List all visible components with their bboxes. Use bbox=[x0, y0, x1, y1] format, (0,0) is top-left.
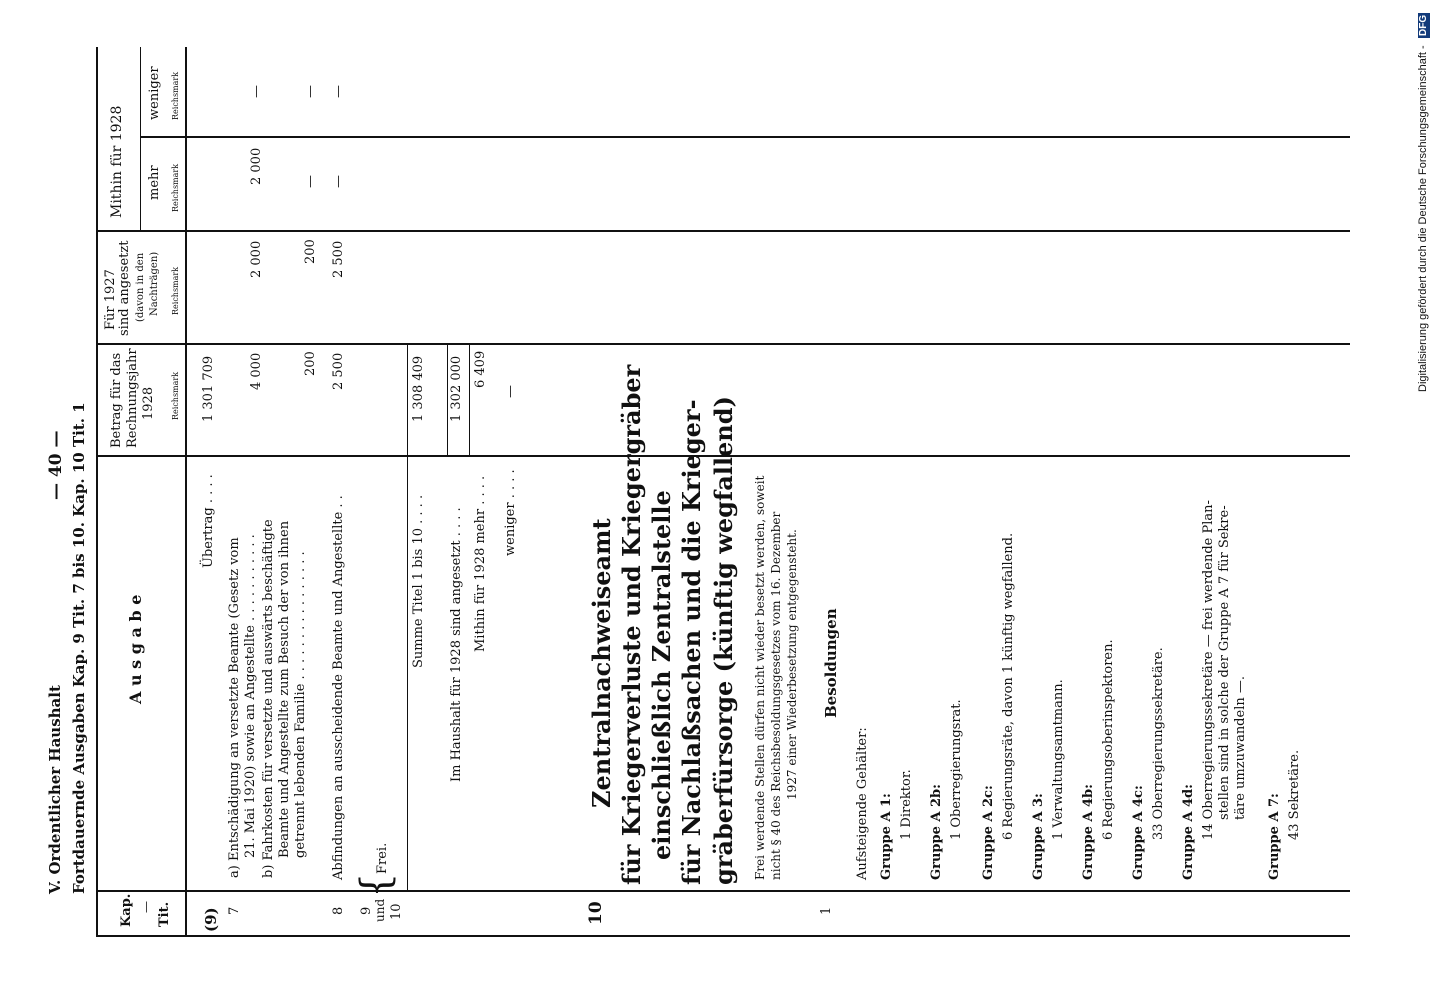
kap-10-title-2: für Kriegerverluste und Kriegergräber bbox=[617, 364, 646, 885]
salary-group-line: 6 Regierungsoberinspektoren. bbox=[1101, 639, 1116, 840]
header-1927-3: (davon in den bbox=[135, 252, 146, 322]
row-7b-weniger: — bbox=[303, 85, 318, 98]
sum-rule-3 bbox=[469, 343, 470, 455]
salary-group-label: Gruppe A 3: bbox=[1031, 793, 1046, 880]
kap-10-number: 10 bbox=[586, 901, 606, 925]
row-8-1927: 2 500 bbox=[331, 240, 346, 278]
kap-10-title-4: für Nachlaßsachen und die Krieger- bbox=[677, 399, 706, 885]
row-7a-line1: a) Entschädigung an versetzte Beamte (Gesetz vom bbox=[227, 537, 242, 878]
salary-group-line: 43 Sekretäre. bbox=[1287, 749, 1302, 840]
haushalt-betrag: 1 302 000 bbox=[449, 355, 464, 422]
header-betrag-3: 1928 bbox=[141, 386, 156, 420]
header-betrag-1: Betrag für das bbox=[109, 352, 124, 448]
tit-und: und bbox=[373, 898, 387, 922]
salary-group-line: täre umzuwandeln —. bbox=[1233, 676, 1248, 820]
header-weniger-unit: Reichsmark bbox=[171, 71, 180, 120]
row-7a-line2: 21. Mai 1920) sowie an Angestellte . . . . . . . . . . . bbox=[243, 534, 258, 858]
header-betrag-unit: Reichsmark bbox=[171, 371, 180, 420]
row-8-mehr: — bbox=[331, 175, 346, 188]
mithin-mehr-label: Mithin für 1928 mehr . . . . bbox=[473, 475, 488, 652]
dfg-logo: DFG bbox=[1418, 14, 1429, 36]
sum-rule-2 bbox=[447, 343, 448, 455]
table-rule-left bbox=[96, 47, 98, 937]
mithin-mehr-betrag: 6 409 bbox=[473, 350, 488, 388]
header-1927-4: Nachträgen) bbox=[149, 251, 160, 316]
header-1927-unit: Reichsmark bbox=[171, 266, 180, 315]
row-7b-mehr: — bbox=[303, 175, 318, 188]
salary-group-line: 14 Oberregierungssekretäre — frei werdende Plan- bbox=[1201, 500, 1216, 840]
tit-9-number: 9 bbox=[359, 906, 374, 915]
header-kap-dash: — bbox=[139, 901, 153, 913]
frei-rule bbox=[407, 455, 408, 890]
header-ausgabe: A u s g a b e bbox=[126, 594, 145, 704]
tit-10-number: 10 bbox=[389, 903, 404, 920]
row-7a-betrag: 4 000 bbox=[249, 352, 264, 390]
row-8-weniger: — bbox=[331, 85, 346, 98]
row-7b-1927: 200 bbox=[303, 239, 318, 264]
salary-group-line: stellen sind in solche der Gruppe A 7 für Sekre- bbox=[1217, 505, 1232, 820]
kap-10-note-3: 1927 einer Wiederbesetzung entgegensteht. bbox=[785, 529, 799, 800]
header-weniger: weniger bbox=[147, 66, 162, 120]
header-rule-mithin bbox=[140, 47, 141, 231]
column-rule-weniger bbox=[140, 136, 1350, 138]
page-number: — 40 — bbox=[46, 430, 66, 500]
row-7b-line3: getrennt lebenden Familie . . . . . . . . . . . . . . . . bbox=[293, 551, 308, 858]
kap-10-title-5: gräberfürsorge (künftig wegfallend) bbox=[709, 396, 738, 885]
summe-label: Summe Titel 1 bis 10 . . . . bbox=[411, 494, 426, 668]
salary-group-line: 1 Direktor. bbox=[899, 769, 914, 840]
mithin-weniger-betrag: — bbox=[503, 385, 518, 398]
header-kap: Kap. bbox=[119, 893, 134, 927]
salary-group-label: Gruppe A 1: bbox=[879, 793, 894, 880]
uebertrag-label: Übertrag . . . . bbox=[201, 474, 216, 568]
header-1927-2: sind angesetzt bbox=[117, 240, 132, 336]
column-rule-1927 bbox=[96, 343, 1350, 345]
section-title: V. Ordentlicher Haushalt bbox=[46, 685, 64, 894]
header-mithin: Mithin für 1928 bbox=[109, 105, 125, 218]
row-7b-line1: b) Fahrkosten für versetzte und auswärts beschäftigte bbox=[261, 519, 276, 878]
salary-group-label: Gruppe A 2c: bbox=[981, 785, 996, 880]
header-betrag-2: Rechnungsjahr bbox=[125, 348, 140, 448]
column-rule-kap bbox=[96, 890, 1350, 892]
kap-10-title-3: einschließlich Zentralstelle bbox=[647, 490, 676, 860]
aufsteigende-gehaelter: Aufsteigende Gehälter: bbox=[855, 727, 870, 880]
salary-group-line: 6 Regierungsräte, davon 1 künftig wegfallend. bbox=[1001, 532, 1016, 840]
salary-group-line: 1 Oberregierungsrat. bbox=[949, 699, 964, 840]
row-7a-mehr: 2 000 bbox=[249, 147, 264, 185]
summe-betrag: 1 308 409 bbox=[411, 355, 426, 422]
dfg-funding-note: Digitalisierung gefördert durch die Deutsche Forschungsgemeinschaft - bbox=[1417, 45, 1429, 392]
header-tit: Tit. bbox=[157, 901, 172, 927]
tit-8-number: 8 bbox=[331, 906, 346, 915]
sum-rule-vertical bbox=[407, 343, 408, 455]
row-7b-betrag: 200 bbox=[303, 351, 318, 376]
row-7a-weniger: — bbox=[249, 85, 264, 98]
row-7a-1927: 2 000 bbox=[249, 240, 264, 278]
kap-9-number: (9) bbox=[202, 907, 220, 932]
besoldungen-heading: Besoldungen bbox=[822, 608, 840, 718]
tit-7-number: 7 bbox=[227, 906, 242, 915]
column-rule-mehr bbox=[96, 230, 1350, 232]
table-rule-header bbox=[185, 47, 187, 937]
haushalt-label: Im Haushalt für 1928 sind angesetzt . . . . bbox=[449, 507, 464, 782]
kap-10-note-2: nicht § 40 des Reichsbesoldungsgesetzes vom 16. Dezember bbox=[769, 511, 783, 880]
page-subtitle: Fortdauernde Ausgaben Kap. 9 Tit. 7 bis 10. Kap. 10 Tit. 1 bbox=[70, 402, 88, 894]
frei-brace: { bbox=[353, 872, 399, 898]
row-8-betrag: 2 500 bbox=[331, 352, 346, 390]
kap-10-note-1: Frei werdende Stellen dürfen nicht wieder besetzt werden, soweit bbox=[753, 475, 767, 880]
row-8-label: Abfindungen an ausscheidende Beamte und Angestellte . . bbox=[331, 495, 346, 880]
frei-label: Frei. bbox=[375, 842, 390, 874]
kap-10-title-1: Zentralnachweiseamt bbox=[587, 518, 616, 808]
salary-group-label: Gruppe A 4c: bbox=[1131, 785, 1146, 880]
salary-group-label: Gruppe A 4b: bbox=[1081, 784, 1096, 880]
mithin-weniger-label: weniger . . . . bbox=[503, 469, 518, 556]
header-mehr-unit: Reichsmark bbox=[171, 163, 180, 212]
salary-group-line: 33 Oberregierungssekretäre. bbox=[1151, 647, 1166, 840]
row-7b-line2: Beamte und Angestellte zum Besuch der von ihnen bbox=[277, 520, 292, 858]
kap-10-tit-1: 1 bbox=[819, 906, 834, 915]
uebertrag-betrag: 1 301 709 bbox=[201, 355, 216, 422]
header-1927-1: Für 1927 bbox=[103, 269, 118, 330]
salary-group-line: 1 Verwaltungsamtmann. bbox=[1051, 679, 1066, 840]
salary-group-label: Gruppe A 4d: bbox=[1181, 784, 1196, 880]
header-mehr: mehr bbox=[147, 165, 162, 200]
salary-group-label: Gruppe A 7: bbox=[1267, 793, 1282, 880]
table-rule-bottom bbox=[96, 935, 1350, 937]
salary-group-label: Gruppe A 2b: bbox=[929, 784, 944, 880]
